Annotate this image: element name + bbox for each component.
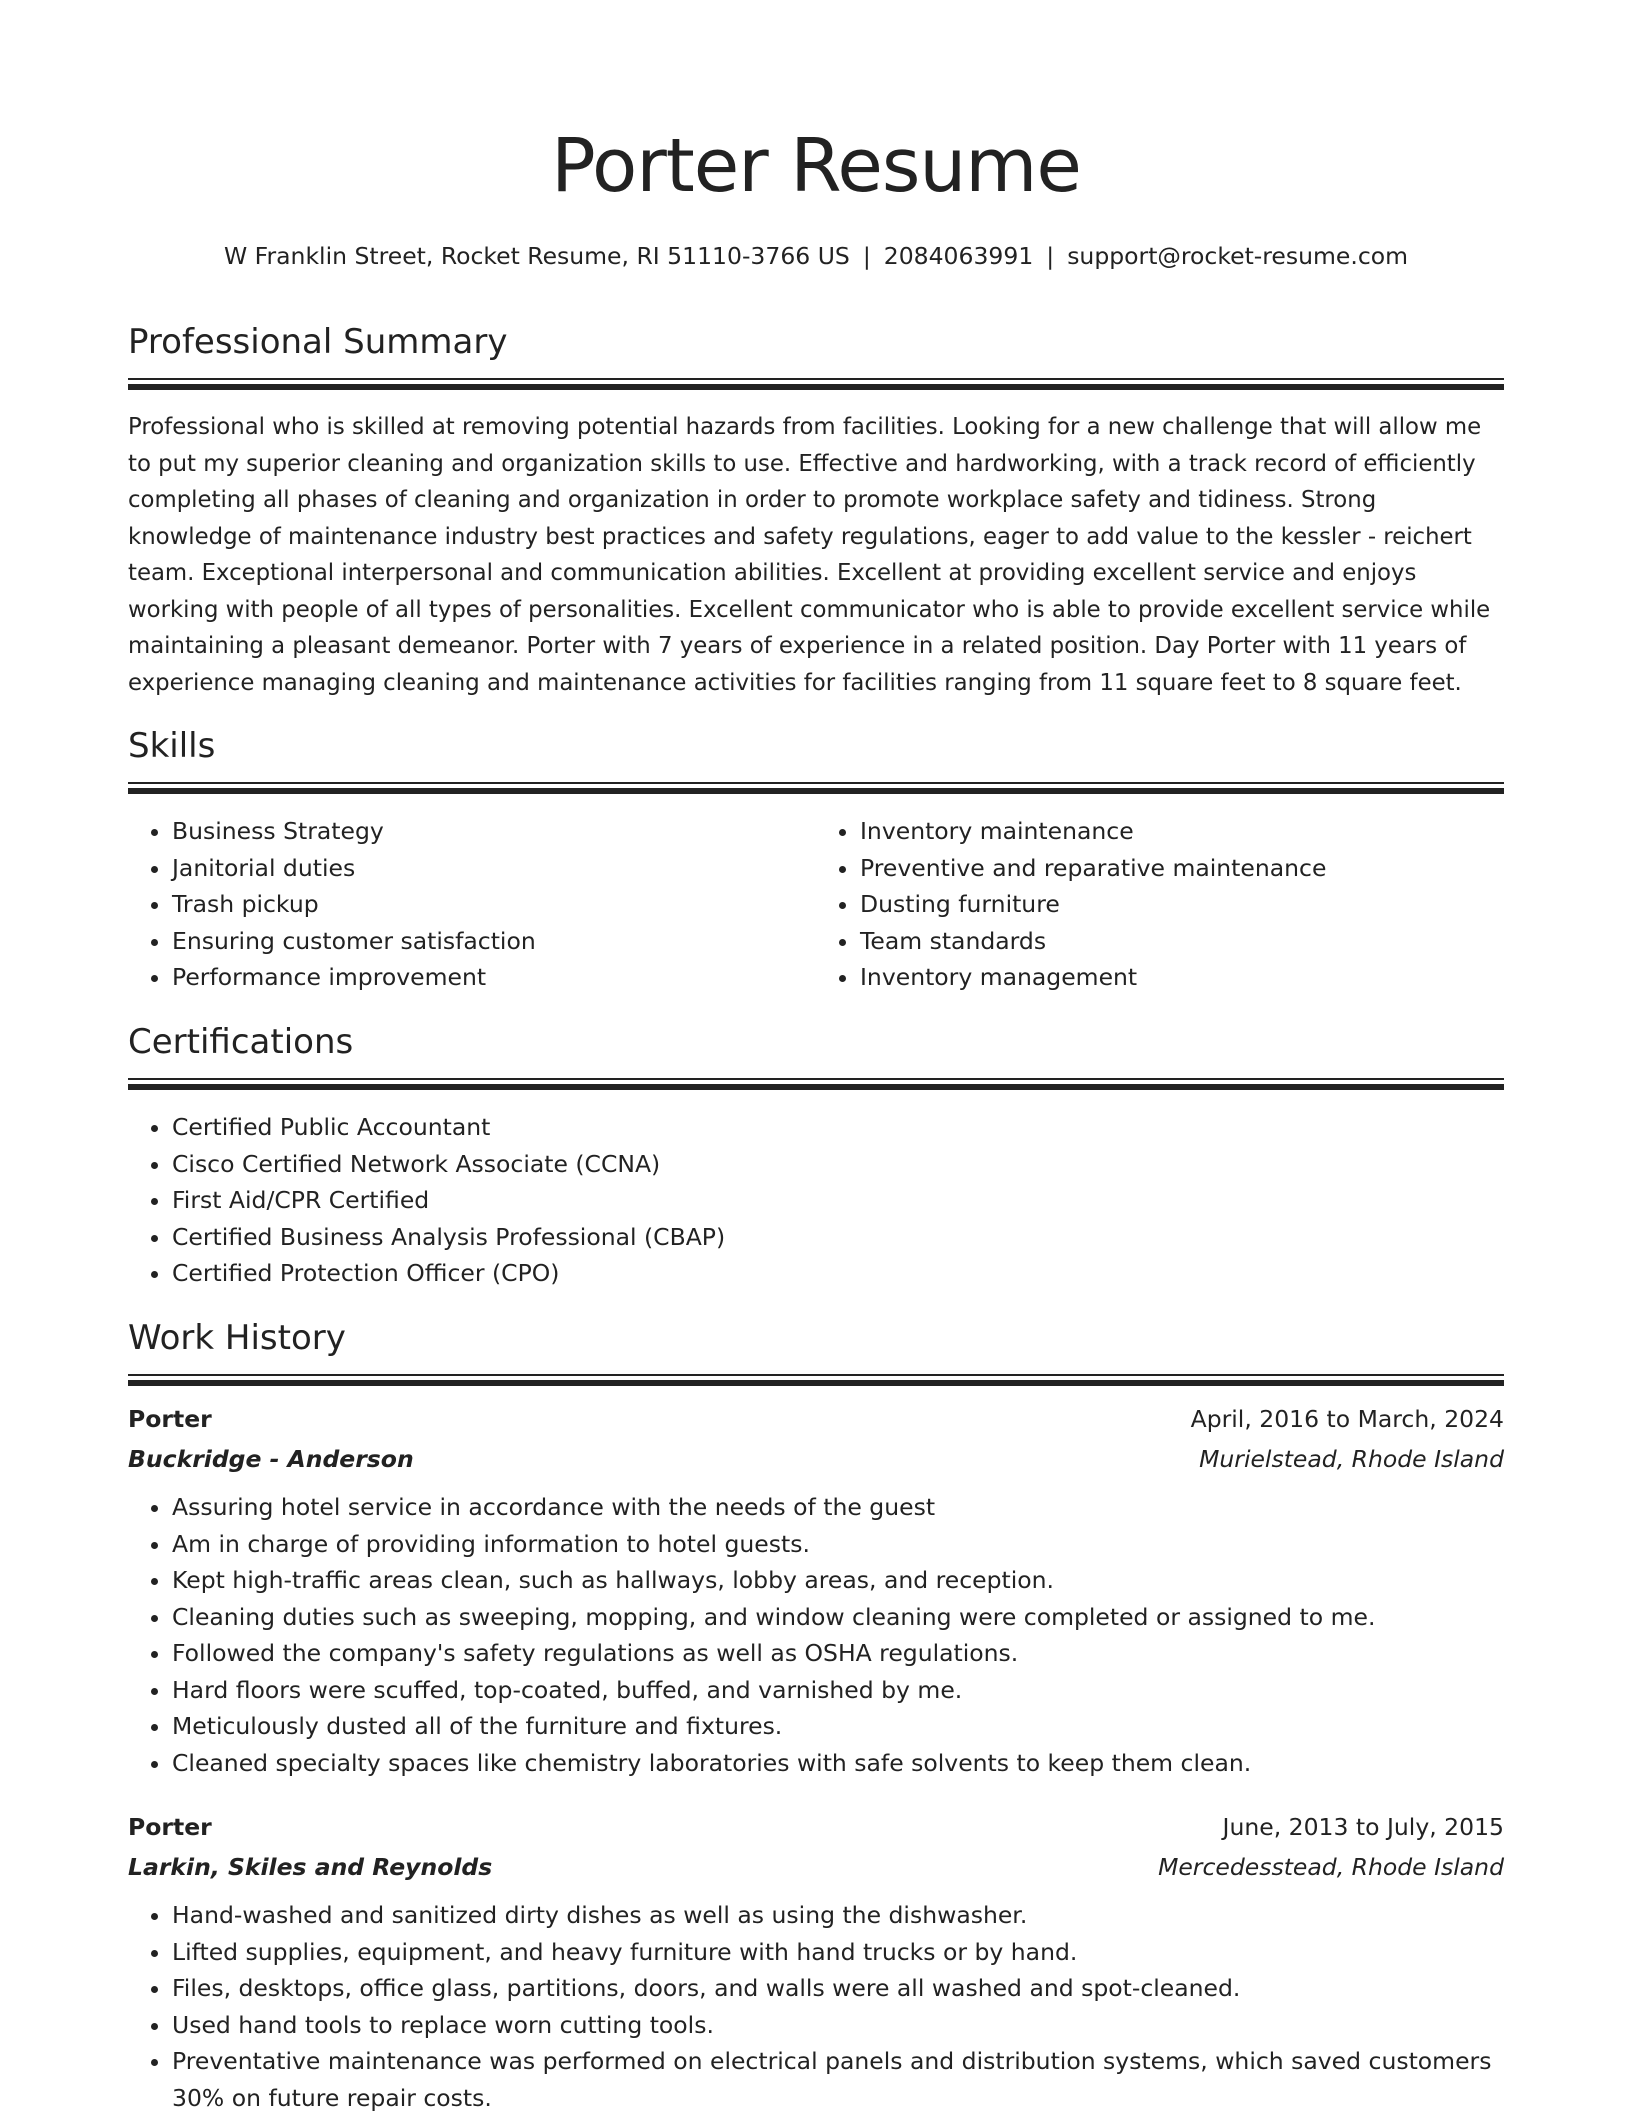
skills-list-right	[816, 813, 1504, 996]
list-item: • Trash pickup	[172, 886, 816, 923]
list-item: • Dusting furniture	[860, 886, 1504, 923]
job-entry	[128, 1807, 1504, 2116]
work-heading: Work History	[128, 1318, 346, 1358]
job-company: Buckridge - Anderson	[128, 1445, 414, 1473]
contact-email[interactable]: support@rocket-resume.com	[1067, 242, 1409, 270]
list-item: • Meticulously dusted all of the furniture and fixtures.	[172, 1708, 1504, 1745]
list-item: • Hard floors were scuffed, top-coated, buffed, and varnished by me.	[172, 1672, 1504, 1709]
skills-section	[128, 722, 1504, 996]
list-item: • Team standards	[860, 923, 1504, 960]
skills-columns	[128, 813, 1504, 996]
list-item: • Certified Business Analysis Professional (CBAP)	[172, 1219, 1504, 1256]
list-item: • Business Strategy	[172, 813, 816, 850]
list-item: • Cleaned specialty spaces like chemistry laboratories with safe solvents to keep them clean.	[172, 1745, 1504, 1782]
list-item: • Ensuring customer satisfaction	[172, 923, 816, 960]
list-item: • Performance improvement	[172, 959, 816, 996]
list-item: • Certified Public Accountant	[172, 1109, 1504, 1146]
certifications-list	[128, 1109, 1504, 1292]
list-item: • Inventory management	[860, 959, 1504, 996]
list-item: • First Aid/CPR Certified	[172, 1182, 1504, 1219]
contact-address: W Franklin Street, Rocket Resume, RI 51110-3766 US	[223, 242, 850, 270]
list-item: • Files, desktops, office glass, partitions, doors, and walls were all washed and spot-cleaned.	[172, 1970, 1504, 2007]
section-divider	[128, 1078, 1504, 1091]
job-location: Murielstead, Rhode Island	[1199, 1445, 1504, 1473]
job-location: Mercedesstead, Rhode Island	[1158, 1853, 1504, 1881]
list-item: • Janitorial duties	[172, 850, 816, 887]
summary-section	[128, 318, 1504, 701]
job-bullets	[128, 1897, 1504, 2116]
list-item: • Kept high-traffic areas clean, such as hallways, lobby areas, and reception.	[172, 1562, 1504, 1599]
work-section	[128, 1314, 1504, 2116]
job-header	[128, 1807, 1504, 1847]
list-item: • Lifted supplies, equipment, and heavy furniture with hand trucks or by hand.	[172, 1934, 1504, 1971]
list-item: • Used hand tools to replace worn cutting tools.	[172, 2007, 1504, 2044]
job-dates: June, 2013 to July, 2015	[1222, 1813, 1504, 1841]
list-item: • Assuring hotel service in accordance with the needs of the guest	[172, 1489, 1504, 1526]
job-subheader	[128, 1439, 1504, 1479]
list-item: • Followed the company's safety regulations as well as OSHA regulations.	[172, 1635, 1504, 1672]
list-item: • Cleaning duties such as sweeping, mopping, and window cleaning were completed or assigned to me.	[172, 1599, 1504, 1636]
certifications-section	[128, 1018, 1504, 1292]
job-subheader	[128, 1847, 1504, 1887]
job-title: Porter	[128, 1813, 212, 1841]
job-header	[128, 1399, 1504, 1439]
certifications-heading: Certifications	[128, 1022, 354, 1062]
skills-list-left	[128, 813, 816, 996]
job-dates: April, 2016 to March, 2024	[1190, 1405, 1504, 1433]
list-item: • Hand-washed and sanitized dirty dishes as well as using the dishwasher.	[172, 1897, 1504, 1934]
job-entry	[128, 1399, 1504, 1781]
section-divider	[128, 1374, 1504, 1387]
job-company: Larkin, Skiles and Reynolds	[128, 1853, 493, 1881]
section-divider	[128, 782, 1504, 795]
contact-line	[118, 238, 1514, 274]
list-item: • Am in charge of providing information to hotel guests.	[172, 1526, 1504, 1563]
list-item: • Preventative maintenance was performed on electrical panels and distribution systems, which saved customers 30% on future repair costs.	[172, 2043, 1504, 2116]
resume-title: Porter Resume	[551, 123, 1081, 209]
job-title: Porter	[128, 1405, 212, 1433]
summary-heading: Professional Summary	[128, 322, 508, 362]
job-bullets	[128, 1489, 1504, 1781]
section-divider	[128, 378, 1504, 391]
list-item: • Inventory maintenance	[860, 813, 1504, 850]
list-item: • Preventive and reparative maintenance	[860, 850, 1504, 887]
contact-separator: |	[1046, 242, 1055, 270]
skills-heading: Skills	[128, 726, 216, 766]
contact-phone: 2084063991	[883, 242, 1034, 270]
summary-text: Professional who is skilled at removing potential hazards from facilities. Looking for a new challenge that will allow me to put my superior cleaning and organization skills to use. Effective and hardworking, with a track record of efficiently completing all phases of cleaning and organization in order to promote workplace safety and tidiness. Strong knowledge of maintenance industry best practices and safety regulations, eager to add value to the kessler - reichert team. Exceptional interpersonal and communication abilities. Excellent at providing excellent service and enjoys working with people of all types of personalities. Excellent communicator who is able to provide excellent service while maintaining a pleasant demeanor. Porter with 7 years of experience in a related position. Day Porter with 11 years of experience managing cleaning and maintenance activities for facilities ranging from 11 square feet to 8 square feet.	[128, 414, 1491, 696]
contact-separator: |	[862, 242, 871, 270]
list-item: • Cisco Certified Network Associate (CCNA)	[172, 1146, 1504, 1183]
list-item: • Certified Protection Officer (CPO)	[172, 1255, 1504, 1292]
